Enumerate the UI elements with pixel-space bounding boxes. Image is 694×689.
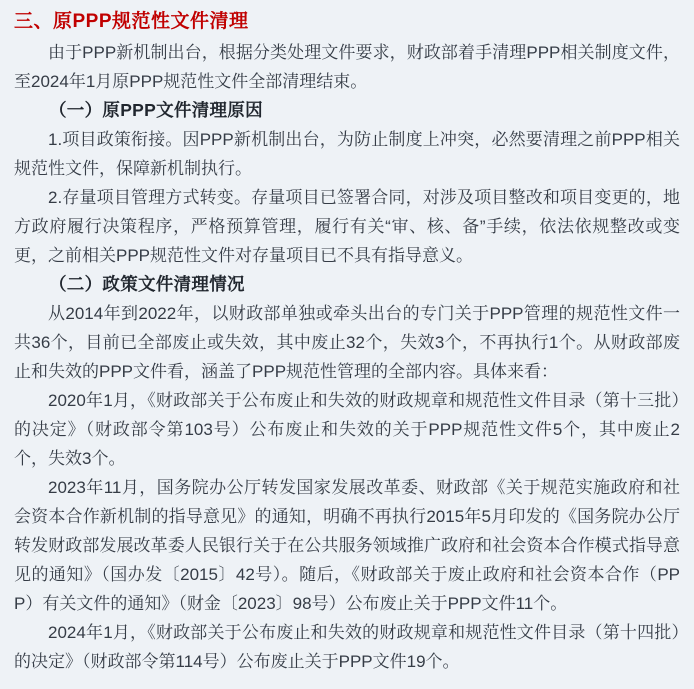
paragraph: 由于PPP新机制出台，根据分类处理文件要求，财政部着手清理PPP相关制度文件，至2024年1月原PPP规范性文件全部清理结束。 [14,43,680,91]
document-body [14,38,680,676]
paragraph: 2024年1月，《财政部关于公布废止和失效的财政规章和规范性文件目录（第十四批）的决定》（财政部令第114号）公布废止关于PPP文件19个。 [14,623,680,671]
paragraph: 2020年1月，《财政部关于公布废止和失效的财政规章和规范性文件目录（第十三批）的决定》（财政部令第103号）公布废止和失效的关于PPP规范性文件5个，其中废止2个，失效3个。 [14,391,680,468]
paragraph: 2.存量项目管理方式转变。存量项目已签署合同，对涉及项目整改和项目变更的，地方政府履行决策程序，严格预算管理，履行有关“审、核、备”手续，依法依规整改或变更，之前相关PPP规范性文件对存量项目已不具有指导意义。 [14,188,680,265]
section-heading: （一）原PPP文件清理原因 [49,100,263,120]
document-title: 三、原PPP规范性文件清理 [14,11,249,32]
paragraph: 1.项目政策衔接。因PPP新机制出台，为防止制度上冲突，必然要清理之前PPP相关规范性文件，保障新机制执行。 [14,130,680,178]
paragraph: 2023年11月，国务院办公厅转发国家发展改革委、财政部《关于规范实施政府和社会资本合作新机制的指导意见》的通知，明确不再执行2015年5月印发的《国务院办公厅转发财政部发展改革委人民银行关于在公共服务领域推广政府和社会资本合作模式指导意见的通知》（国办发〔2015〕42号）。随后，《财政部关于废止政府和社会资本合作（PPP）有关文件的通知》（财金〔2023〕98号）公布废止关于PPP文件11个。 [14,478,680,613]
section-heading: （二）政策文件清理情况 [49,274,245,294]
paragraph: 从2014年到2022年，以财政部单独或牵头出台的专门关于PPP管理的规范性文件一共36个，目前已全部废止或失效，其中废止32个，失效3个，不再执行1个。从财政部废止和失效的PPP文件看，涵盖了PPP规范性管理的全部内容。具体来看： [14,304,680,381]
